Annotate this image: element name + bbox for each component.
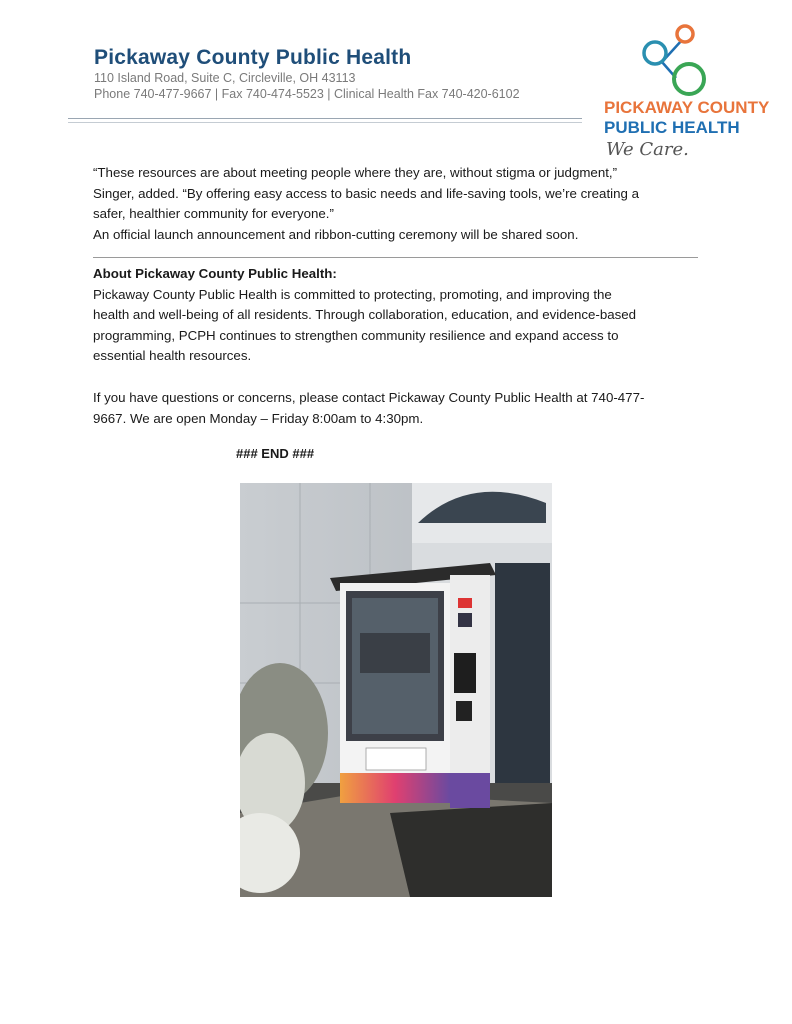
- quote-line: “These resources are about meeting people where they are, without stigma or judgment,”: [93, 165, 618, 180]
- quote-line: safer, healthier community for everyone.”: [93, 206, 334, 221]
- header-rule: [68, 118, 582, 119]
- contact-paragraph: [93, 388, 703, 429]
- contact-line: 9667. We are open Monday – Friday 8:00am to 4:30pm.: [93, 410, 424, 426]
- about-line: Pickaway County Public Health is committed to protecting, promoting, and improving the: [93, 286, 612, 302]
- header-rule-thin: [68, 122, 582, 123]
- logo-tagline: We Care.: [606, 139, 689, 160]
- about-line: programming, PCPH continues to strengthen community resilience and expand access to: [93, 327, 619, 343]
- org-contact: Phone 740-477-9667 | Fax 740-474-5523 | Clinical Health Fax 740-420-6102: [94, 87, 520, 101]
- launch-line: An official launch announcement and ribbon-cutting ceremony will be shared soon.: [93, 226, 579, 242]
- contact-line: If you have questions or concerns, please contact Pickaway County Public Health at 740-477-: [93, 390, 645, 405]
- org-address: 110 Island Road, Suite C, Circleville, OH 43113: [94, 71, 356, 85]
- vending-machine-photo: [240, 483, 552, 897]
- quote-paragraph: [93, 163, 703, 245]
- quote-line: Singer, added. “By offering easy access to basic needs and life-saving tools, we’re creating a: [93, 185, 639, 201]
- logo-text-county: PICKAWAY COUNTY: [604, 98, 770, 117]
- end-marker: ### END ###: [236, 446, 315, 461]
- org-name: Pickaway County Public Health: [94, 46, 412, 69]
- logo-text-health: PUBLIC HEALTH: [604, 118, 740, 137]
- about-section: [93, 264, 703, 367]
- about-line: essential health resources.: [93, 348, 252, 363]
- section-divider: [93, 257, 698, 258]
- about-heading: About Pickaway County Public Health:: [93, 266, 337, 281]
- about-line: health and well-being of all residents. Through collaboration, education, and evidence-based: [93, 307, 637, 322]
